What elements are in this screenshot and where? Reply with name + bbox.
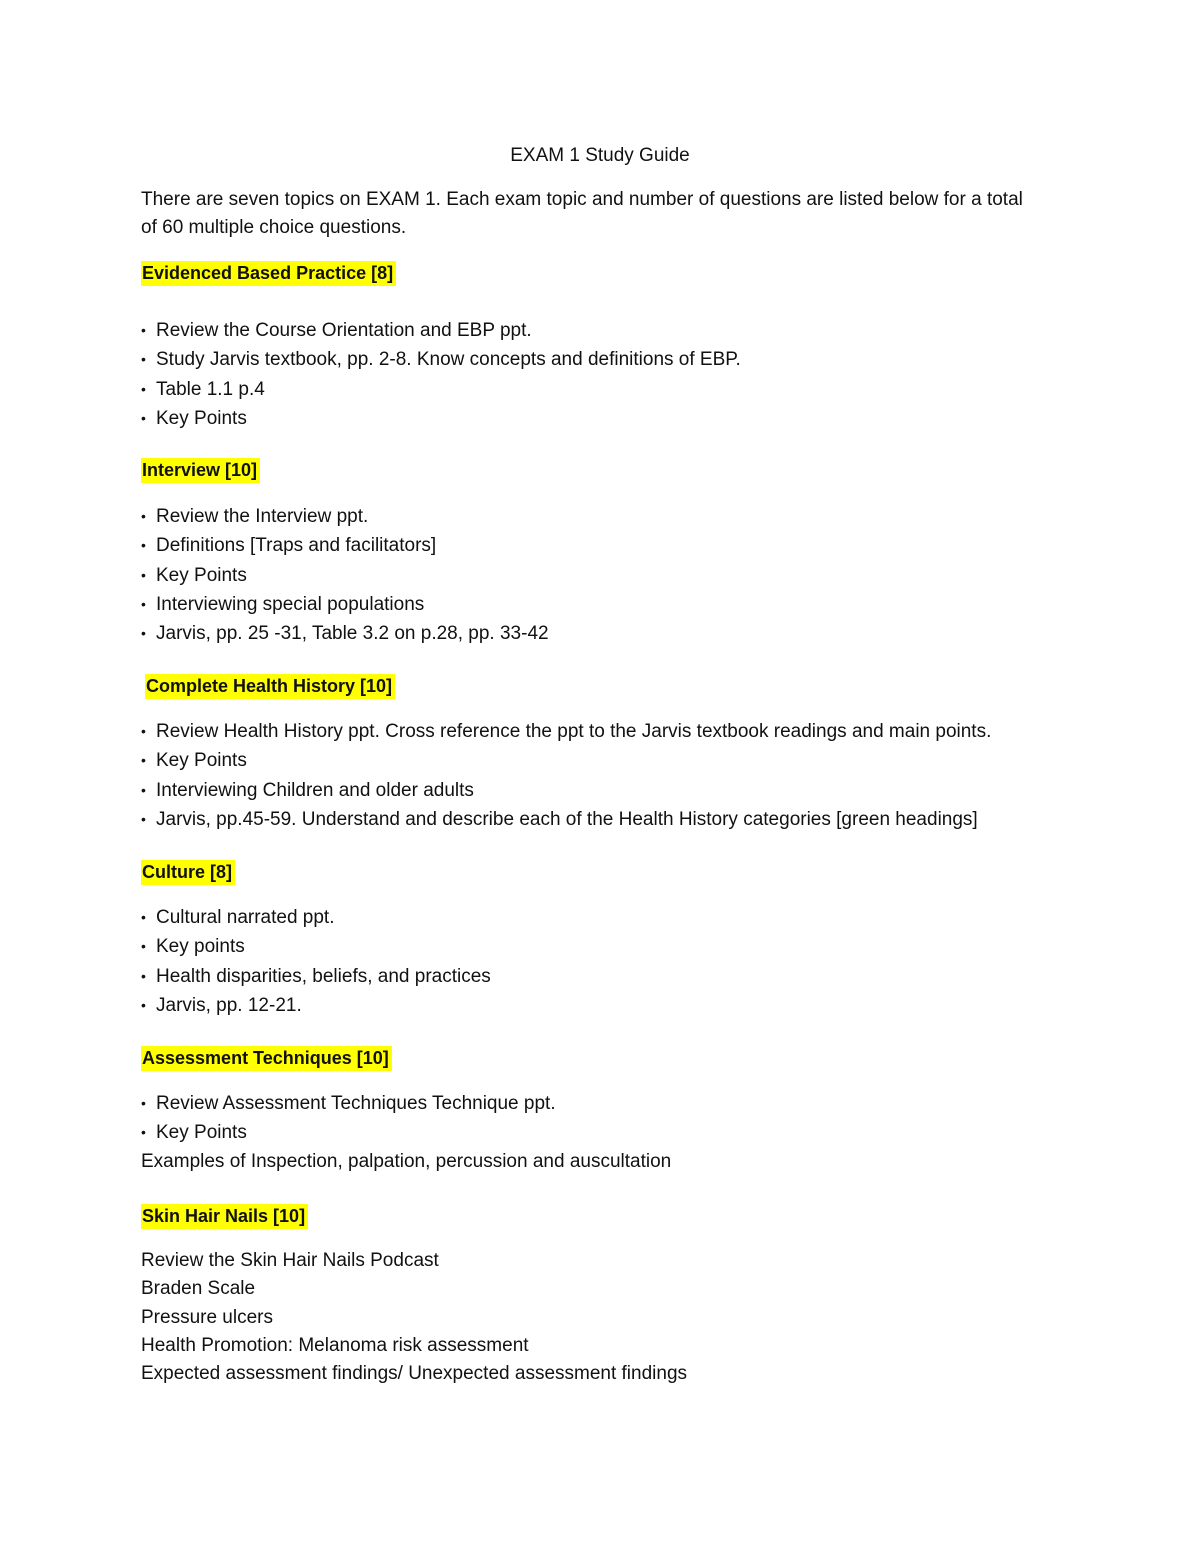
section-heading-text: Complete Health History [10] [145, 674, 395, 699]
list-item [141, 932, 491, 961]
list-item-text: Study Jarvis textbook, pp. 2-8. Know concepts and definitions of EBP. [156, 349, 741, 371]
list-item-text: Jarvis, pp. 12-21. [156, 994, 302, 1016]
bullet-icon: • [141, 996, 146, 1013]
list-item-text: Pressure ulcers [141, 1306, 273, 1328]
bullet-icon: • [141, 351, 146, 368]
bullet-icon: • [141, 508, 146, 524]
bullet-icon: • [141, 322, 146, 338]
list-item-text: Cultural narrated ppt. [156, 907, 335, 928]
section-heading-interview [141, 457, 260, 483]
section-list-skin-hair-nails [141, 1247, 687, 1388]
bullet-icon: • [141, 409, 146, 426]
list-item [141, 962, 491, 991]
bullet-icon: • [141, 595, 146, 612]
bullet-icon: • [141, 537, 146, 554]
list-item [141, 1118, 671, 1147]
section-list-assessment-techniques [141, 1089, 671, 1176]
list-item [141, 561, 549, 590]
section-heading-culture [141, 859, 235, 885]
list-item-text: Review the Course Orientation and EBP ppt. [156, 320, 532, 341]
list-item [141, 375, 741, 404]
list-item-text: Expected assessment findings/ Unexpected assessment findings [141, 1363, 688, 1385]
section-heading-health-history [145, 673, 395, 699]
list-item [141, 1275, 687, 1303]
list-item [141, 1332, 687, 1360]
list-item-text: Key Points [156, 564, 247, 586]
intro-paragraph [141, 186, 1071, 242]
list-item [141, 717, 991, 746]
list-item [141, 345, 741, 374]
intro-line: of 60 multiple choice questions. [141, 217, 407, 238]
list-item-text: Jarvis, pp. 25 -31, Table 3.2 on p.28, pp. 33-42 [156, 623, 549, 645]
list-item-text: Key points [156, 936, 245, 958]
bullet-icon: • [141, 752, 146, 769]
section-list-health-history [141, 717, 991, 834]
list-item [141, 805, 991, 834]
list-item-text: Review Assessment Techniques Technique ppt. [156, 1093, 556, 1114]
section-heading-text: Evidenced Based Practice [8] [141, 261, 396, 286]
section-heading-ebp [141, 260, 396, 286]
list-item-text: Key Points [156, 1122, 247, 1144]
bullet-icon: • [141, 781, 146, 798]
list-item [141, 590, 549, 619]
list-item [141, 1360, 687, 1388]
list-item [141, 1148, 671, 1176]
list-item [141, 531, 549, 560]
bullet-icon: • [141, 723, 146, 739]
list-item [141, 746, 991, 775]
list-item [141, 502, 549, 531]
section-list-culture [141, 903, 491, 1020]
bullet-icon: • [141, 967, 146, 984]
list-item-text: Definitions [Traps and facilitators] [156, 535, 437, 557]
list-item-text: Review Health History ppt. Cross reference the ppt to the Jarvis textbook readings and main points. [156, 721, 992, 742]
list-item [141, 316, 741, 345]
bullet-icon: • [141, 938, 146, 955]
list-item [141, 619, 549, 648]
bullet-icon: • [141, 380, 146, 397]
section-heading-text: Culture [8] [141, 860, 235, 885]
document-title: EXAM 1 Study Guide [510, 145, 690, 166]
bullet-icon: • [141, 566, 146, 583]
bullet-icon: • [141, 1124, 146, 1141]
list-item-text: Jarvis, pp.45-59. Understand and describe each of the Health History categories [green headings] [156, 808, 978, 830]
list-item-text: Key Points [156, 407, 247, 429]
list-item-text: Review the Interview ppt. [156, 506, 369, 527]
list-item-text: Health Promotion: Melanoma risk assessment [141, 1334, 529, 1356]
list-item [141, 404, 741, 433]
list-item [141, 1247, 687, 1275]
bullet-icon: • [141, 625, 146, 642]
section-heading-text: Skin Hair Nails [10] [141, 1204, 308, 1229]
list-item [141, 1089, 671, 1118]
list-item [141, 991, 491, 1020]
list-item-text: Review the Skin Hair Nails Podcast [141, 1250, 439, 1271]
list-item-text: Table 1.1 p.4 [156, 378, 265, 400]
section-heading-assessment-techniques [141, 1045, 392, 1071]
list-item-text: Braden Scale [141, 1278, 256, 1300]
section-list-ebp [141, 316, 741, 433]
list-item-text: Key Points [156, 750, 247, 772]
list-item [141, 903, 491, 932]
bullet-icon: • [141, 1095, 146, 1111]
intro-line: There are seven topics on EXAM 1. Each exam topic and number of questions are listed below for a total [141, 189, 1023, 210]
section-heading-skin-hair-nails [141, 1203, 308, 1229]
list-item-text: Interviewing Children and older adults [156, 779, 474, 801]
section-heading-text: Assessment Techniques [10] [141, 1046, 392, 1071]
section-list-interview [141, 502, 549, 648]
list-item-text: Health disparities, beliefs, and practices [156, 965, 491, 987]
list-item-text: Examples of Inspection, palpation, percussion and auscultation [141, 1150, 672, 1172]
list-item-text: Interviewing special populations [156, 593, 425, 615]
section-heading-text: Interview [10] [141, 458, 260, 483]
list-item [141, 1304, 687, 1332]
bullet-icon: • [141, 909, 146, 925]
list-item [141, 776, 991, 805]
bullet-icon: • [141, 810, 146, 827]
